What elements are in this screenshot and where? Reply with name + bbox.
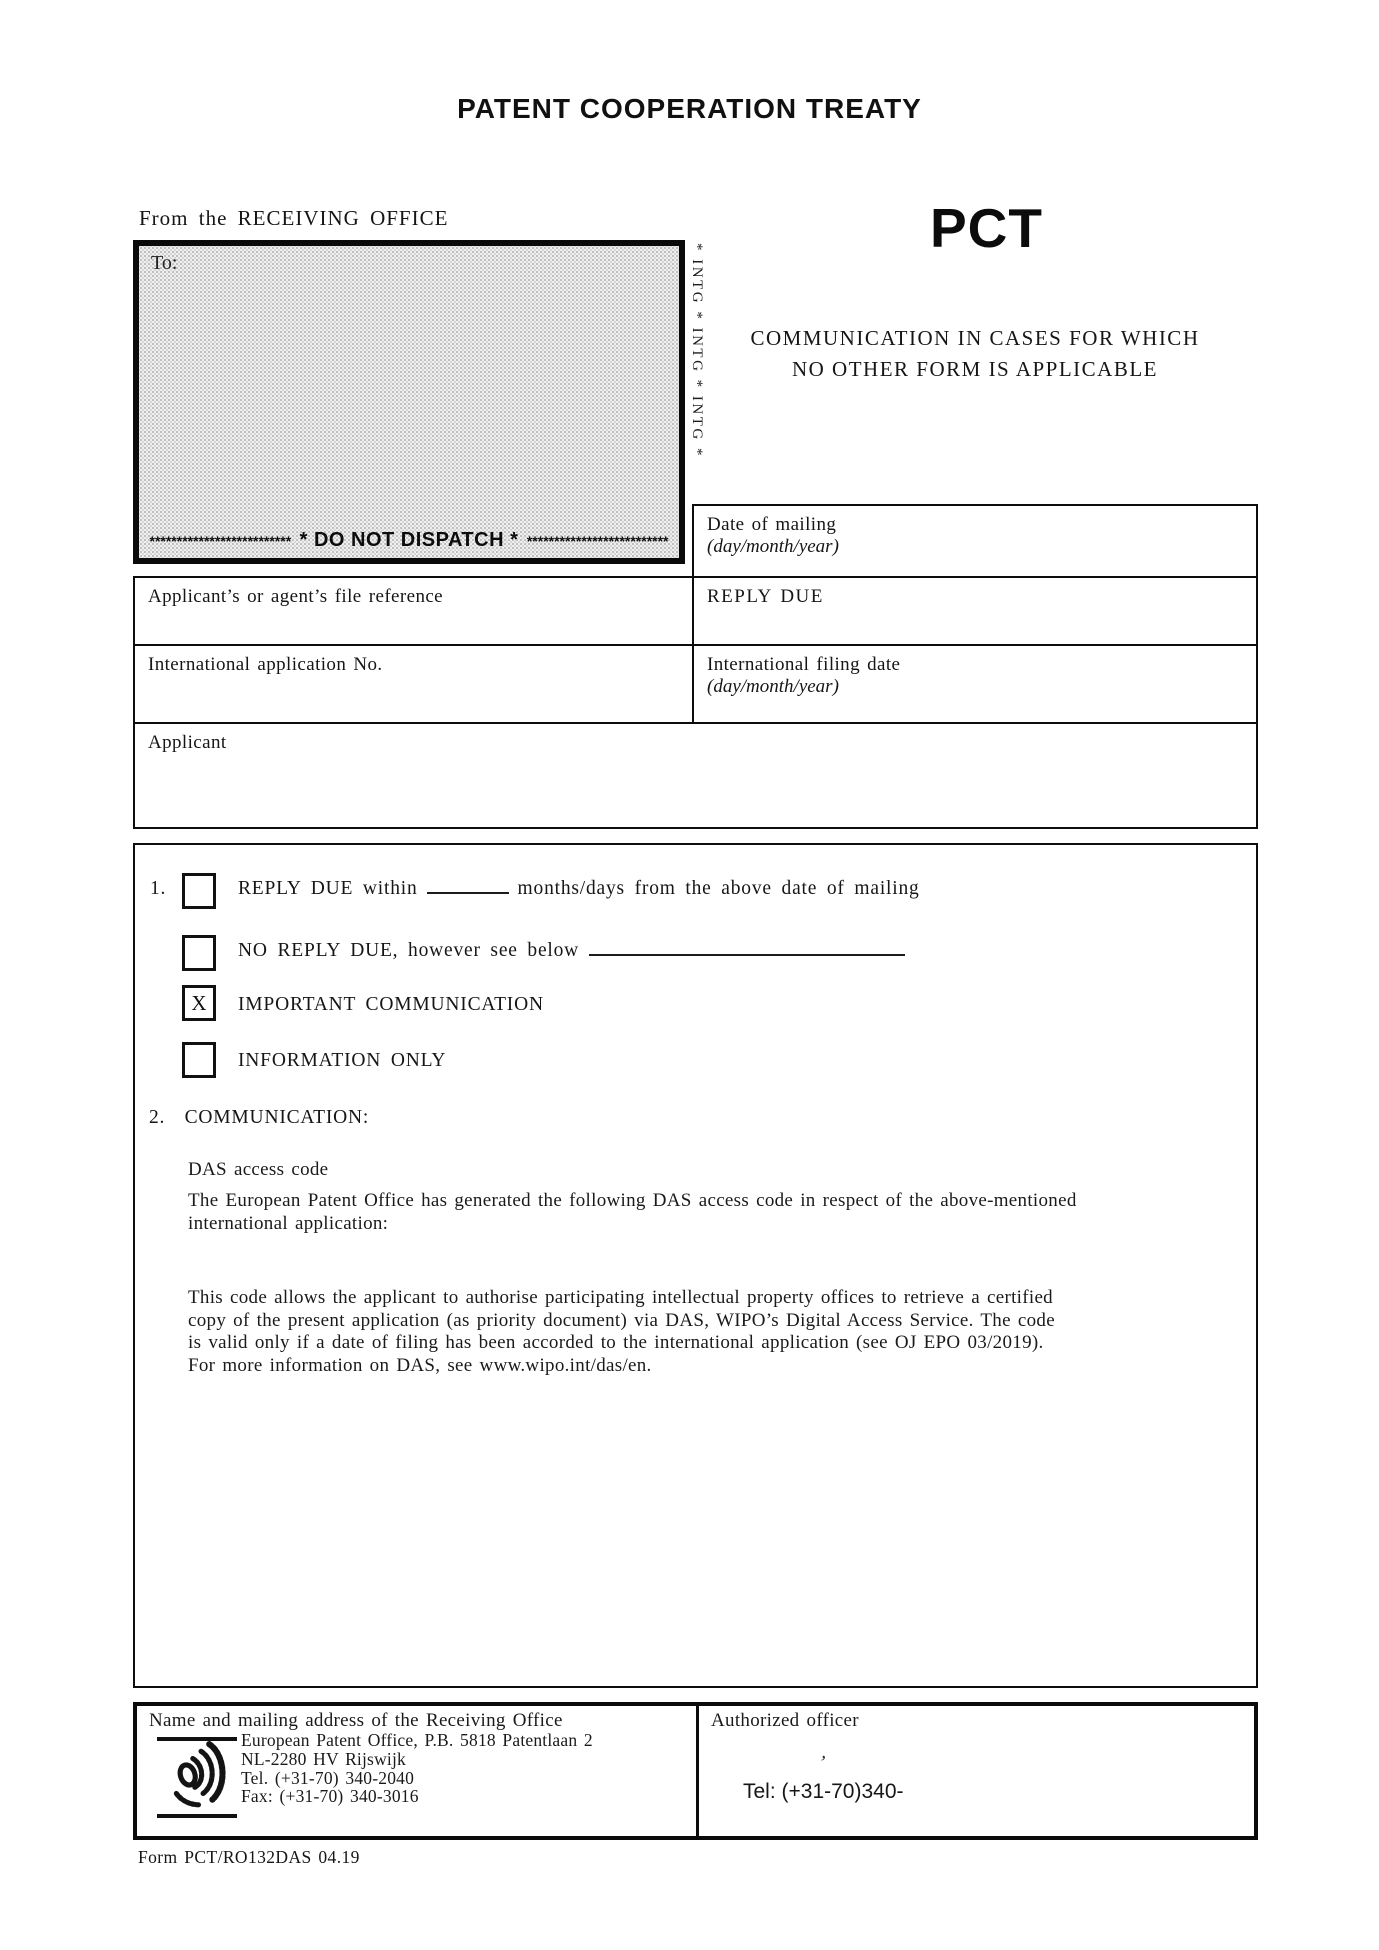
applicant-cell — [133, 722, 1258, 829]
international-filing-date-format: (day/month/year) — [707, 676, 839, 697]
communication-title — [692, 323, 1258, 385]
reply-due-months-blank[interactable] — [427, 878, 509, 894]
banner-stars-left: ************************** — [149, 533, 292, 549]
epo-logo — [171, 1739, 227, 1813]
das-paragraph-2-line4: For more information on DAS, see www.wipo.int/das/en. — [188, 1354, 652, 1376]
file-reference-cell — [133, 576, 694, 646]
officer-telephone: Tel: (+31-70)340- — [743, 1780, 904, 1803]
communication-title-line2: NO OTHER FORM IS APPLICABLE — [791, 357, 1159, 381]
date-of-mailing-cell — [692, 504, 1258, 578]
address-line-4: Fax: (+31-70) 340-3016 — [241, 1786, 419, 1807]
receiving-office-label: Name and mailing address of the Receiving Office — [149, 1710, 563, 1731]
page-title: PATENT COOPERATION TREATY — [457, 93, 922, 124]
international-application-label: International application No. — [148, 654, 383, 675]
reply-due-option-label — [238, 878, 920, 900]
international-filing-date-cell — [692, 644, 1258, 724]
date-of-mailing-value[interactable] — [707, 558, 1243, 566]
das-paragraph-2 — [188, 1287, 1055, 1377]
international-application-value[interactable] — [148, 676, 679, 684]
applicant-label: Applicant — [148, 732, 227, 753]
information-only-label: INFORMATION ONLY — [238, 1050, 447, 1071]
communication-title-line1: COMMUNICATION IN CASES FOR WHICH — [750, 326, 1200, 350]
address-line-3: Tel. (+31-70) 340-2040 — [241, 1767, 415, 1788]
international-filing-date-label: International filing date — [707, 654, 901, 675]
pct-logo: PCT — [930, 197, 1043, 259]
applicant-value[interactable] — [148, 754, 1243, 762]
file-reference-value[interactable] — [148, 608, 679, 616]
to-label: To: — [151, 252, 178, 274]
no-reply-due-blank[interactable] — [589, 940, 905, 956]
das-paragraph-2-line2: copy of the present application (as priority document) via DAS, WIPO’s Digital Access Service. The code — [188, 1309, 1055, 1331]
reply-due-option-text: REPLY DUE within — [238, 878, 418, 899]
from-receiving-office-label: From the RECEIVING OFFICE — [139, 206, 449, 230]
form-identifier: Form PCT/RO132DAS 04.19 — [138, 1847, 360, 1867]
reply-due-checkbox[interactable] — [182, 873, 216, 909]
reply-due-value[interactable] — [707, 608, 1243, 616]
reply-due-cell — [692, 576, 1258, 646]
section2-title — [149, 1107, 369, 1129]
date-of-mailing-format: (day/month/year) — [707, 536, 839, 557]
section2-number: 2. — [149, 1107, 166, 1128]
officer-signature-mark: ’ — [816, 1751, 828, 1775]
footer-divider — [696, 1706, 699, 1836]
dispatch-address-box[interactable] — [133, 240, 685, 564]
important-communication-label: IMPORTANT COMMUNICATION — [238, 994, 544, 1015]
authorized-officer-label: Authorized officer — [711, 1710, 859, 1731]
international-application-cell — [133, 644, 694, 724]
intg-vertical-text: * INTG * INTG * INTG * — [689, 243, 705, 458]
address-line-2: NL-2280 HV Rijswijk — [241, 1748, 406, 1769]
footer-box — [133, 1702, 1258, 1840]
das-access-code-heading: DAS access code — [188, 1159, 329, 1180]
information-only-checkbox[interactable] — [182, 1042, 216, 1078]
do-not-dispatch-label: * DO NOT DISPATCH * — [299, 529, 519, 551]
das-paragraph-1-line1: The European Patent Office has generated the following DAS access code in respect of the above-mentioned — [188, 1190, 1077, 1211]
banner-stars-right: ************************** — [526, 533, 669, 549]
receiving-office-address — [241, 1731, 593, 1806]
international-filing-date-value[interactable] — [707, 698, 1243, 706]
file-reference-label: Applicant’s or agent’s file reference — [148, 586, 444, 607]
das-paragraph-1-line2: international application: — [188, 1212, 389, 1234]
das-paragraph-1 — [188, 1190, 1077, 1235]
communication-section-box — [133, 843, 1258, 1688]
no-reply-due-option-label — [238, 940, 905, 962]
reply-due-label: REPLY DUE — [707, 586, 824, 607]
no-reply-due-checkbox[interactable] — [182, 935, 216, 971]
logo-rule-bottom — [157, 1814, 237, 1818]
address-line-1: European Patent Office, P.B. 5818 Patentlaan 2 — [241, 1730, 593, 1750]
section1-number: 1. — [150, 878, 167, 899]
no-reply-due-option-text: NO REPLY DUE, however see below — [238, 940, 580, 961]
section2-title-text: COMMUNICATION: — [184, 1107, 370, 1128]
date-of-mailing-label: Date of mailing — [707, 514, 837, 535]
important-communication-checkbox[interactable]: X — [182, 985, 216, 1021]
reply-due-option-suffix: months/days from the above date of mailing — [517, 878, 920, 899]
das-paragraph-2-line1: This code allows the applicant to authorise participating intellectual property offices to retrieve a certified — [188, 1287, 1053, 1308]
das-paragraph-2-line3: is valid only if a date of filing has been accorded to the international application (see OJ EPO 03/2019). — [188, 1332, 1044, 1353]
do-not-dispatch-banner — [139, 529, 679, 552]
